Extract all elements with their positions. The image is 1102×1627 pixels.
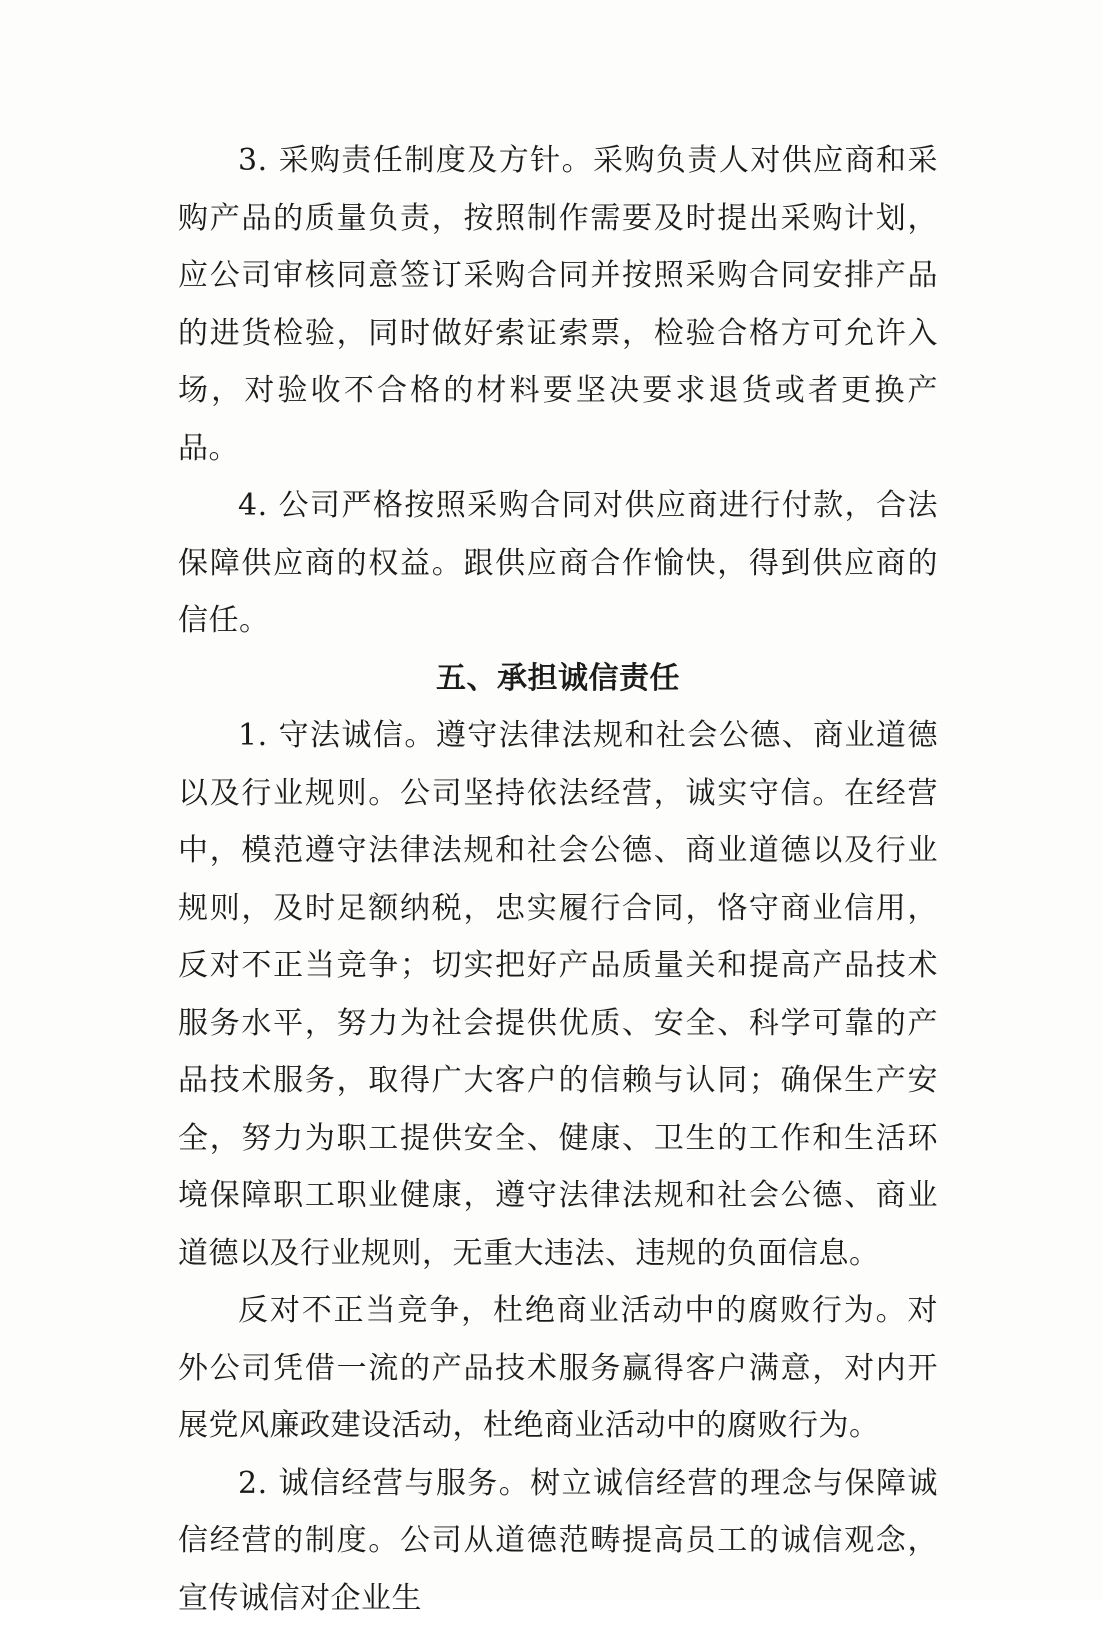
paragraph-anti-unfair-competition: 反对不正当竞争，杜绝商业活动中的腐败行为。对外公司凭借一流的产品技术服务赢得客户满意，对内开展党风廉政建设活动，杜绝商业活动中的腐败行为。 bbox=[178, 1282, 938, 1455]
paragraph-purchasing-responsibility: 3. 采购责任制度及方针。采购负责人对供应商和采购产品的质量负责，按照制作需要及时提出采购计划，应公司审核同意签订采购合同并按照采购合同安排产品的进货检验，同时做好索证索票，检验合格方可允许入场，对验收不合格的材料要坚决要求退货或者更换产品。 bbox=[178, 132, 938, 477]
paragraph-law-abiding-integrity: 1. 守法诚信。遵守法律法规和社会公德、商业道德以及行业规则。公司坚持依法经营，诚实守信。在经营中，模范遵守法律法规和社会公德、商业道德以及行业规则，及时足额纳税，忠实履行合同，恪守商业信用，反对不正当竞争；切实把好产品质量关和提高产品技术服务水平，努力为社会提供优质、安全、科学可靠的产品技术服务，取得广大客户的信赖与认同；确保生产安全，努力为职工提供安全、健康、卫生的工作和生活环境保障职工职业健康，遵守法律法规和社会公德、商业道德以及行业规则，无重大违法、违规的负面信息。 bbox=[178, 707, 938, 1282]
document-body bbox=[178, 132, 938, 1627]
paragraph-integrity-operation: 2. 诚信经营与服务。树立诚信经营的理念与保障诚信经营的制度。公司从道德范畴提高员工的诚信观念，宣传诚信对企业生 bbox=[178, 1455, 938, 1627]
section-heading: 五、承担诚信责任 bbox=[178, 650, 938, 708]
paragraph-supplier-payment: 4. 公司严格按照采购合同对供应商进行付款，合法保障供应商的权益。跟供应商合作愉快，得到供应商的信任。 bbox=[178, 477, 938, 650]
